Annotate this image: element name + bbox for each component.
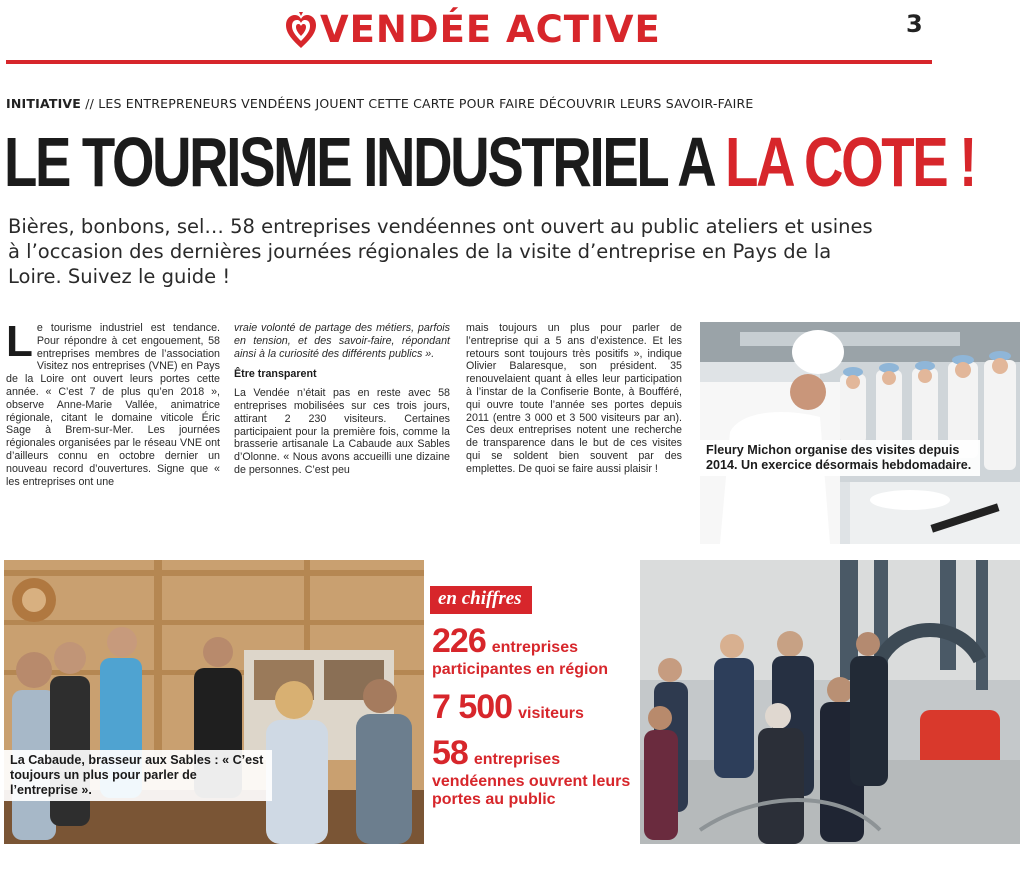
page-header — [0, 0, 1024, 70]
photo-la-cabaude — [4, 560, 424, 844]
headline — [4, 120, 975, 204]
stat-unit: entreprises — [473, 751, 561, 768]
caption-fleury-michon: Fleury Michon organise des visites depuis 2014. Un exercice désormais hebdomadaire. — [700, 440, 980, 476]
headline-part1: LE TOURISME INDUSTRIEL A — [4, 123, 726, 201]
photo-cabaude-illustration — [4, 560, 424, 844]
lead-paragraph: Bières, bonbons, sel… 58 entreprises vendéennes ont ouvert au public ateliers et usines à l’occasion des dernières journées régionales de la visite d’entreprise en Pays de la Loire. Suivez le guide ! — [8, 215, 873, 288]
dropcap: L — [6, 317, 33, 366]
kicker-label: INITIATIVE — [6, 96, 82, 111]
stat-entreprises-region — [432, 622, 642, 679]
header-rule — [6, 60, 932, 64]
body-column-3 — [466, 322, 682, 476]
page-number: 3 — [906, 10, 923, 38]
section-title: VENDÉE ACTIVE — [320, 8, 661, 51]
stat-visiteurs — [432, 688, 642, 727]
stat-number: 7 500 — [432, 688, 513, 726]
stat-number: 226 — [432, 622, 486, 660]
en-chiffres-tag: en chiffres — [430, 586, 532, 614]
body-column-1 — [6, 317, 220, 488]
subheading: Être transparent — [234, 368, 317, 381]
stat-description: participantes en région — [432, 661, 609, 678]
body-text-col1: e tourisme industriel est tendance. Pour répondre à cet engouement, 58 entreprises membres de l’association Visitez nos entreprises (VNE) en Pays de la Loire ont ouvert leurs portes cette année. « C’est 7 de plus qu’en 2018 », observe Anne-Marie Vallée, animatrice régionale, citant le domaine viticole Éric Sage à Brem-sur-Mer. Les journées régionales organisées par le réseau VNE ont d’ailleurs connu en octobre dernier un nouveau record d’ouvertures. Signe que « les entreprises ont une — [6, 322, 220, 488]
stat-number: 58 — [432, 734, 468, 772]
vendee-logo-icon — [284, 10, 318, 50]
kicker — [6, 96, 753, 111]
headline-part2: LA COTE ! — [725, 123, 976, 201]
photo-fleury-illustration — [700, 322, 1020, 544]
caption-la-cabaude: La Cabaude, brasseur aux Sables : « C’est toujours un plus pour parler de l’entreprise ». — [4, 750, 272, 801]
kicker-text: // LES ENTREPRENEURS VENDÉENS JOUENT CETTE CARTE POUR FAIRE DÉCOUVRIR LEURS SAVOIR-FAIRE — [81, 96, 754, 111]
photo-factory-illustration — [640, 560, 1020, 844]
body-text-col2-intro: vraie volonté de partage des métiers, parfois en tension, et des savoir-faire, répondant ainsi à la curiosité des différents publics ». — [234, 322, 450, 360]
photo-factory-visit — [640, 560, 1020, 844]
stat-unit: entreprises — [491, 639, 578, 656]
body-text-col2-main: La Vendée n’était pas en reste avec 58 entreprises mobilisées sur ces trois jours, attirant 2 230 visiteurs. Certaines participaient pour la première fois, comme la brasserie artisanale La Cabaude aux Sables d’Olonne. « Nous avons accueilli une dizaine de personnes. C’est peu — [234, 387, 450, 476]
stat-unit: visiteurs — [518, 705, 584, 722]
photo-fleury-michon — [700, 322, 1020, 544]
stat-entreprises-vendeennes — [432, 734, 642, 809]
body-column-2 — [234, 322, 450, 477]
body-text-col3: mais toujours un plus pour parler de l’entreprise qui a 5 ans d’existence. Et les retours sont toujours très positifs », indique Olivier Balaresque, son président. 35 renouvelaient quant à elles leur participation à l’instar de la Confiserie Bonte, à Boufféré, qui ouvre toute l’année ses portes depuis 2011 (entre 3 000 et 3 500 visiteurs par an). Ces deux entreprises notent une recherche de transparence dans le but de ces visites qui se soldent bien souvent par des emplettes. De quoi se faire aussi plaisir ! — [466, 322, 682, 475]
stat-description: vendéennes ouvrent leurs portes au public — [432, 773, 631, 808]
